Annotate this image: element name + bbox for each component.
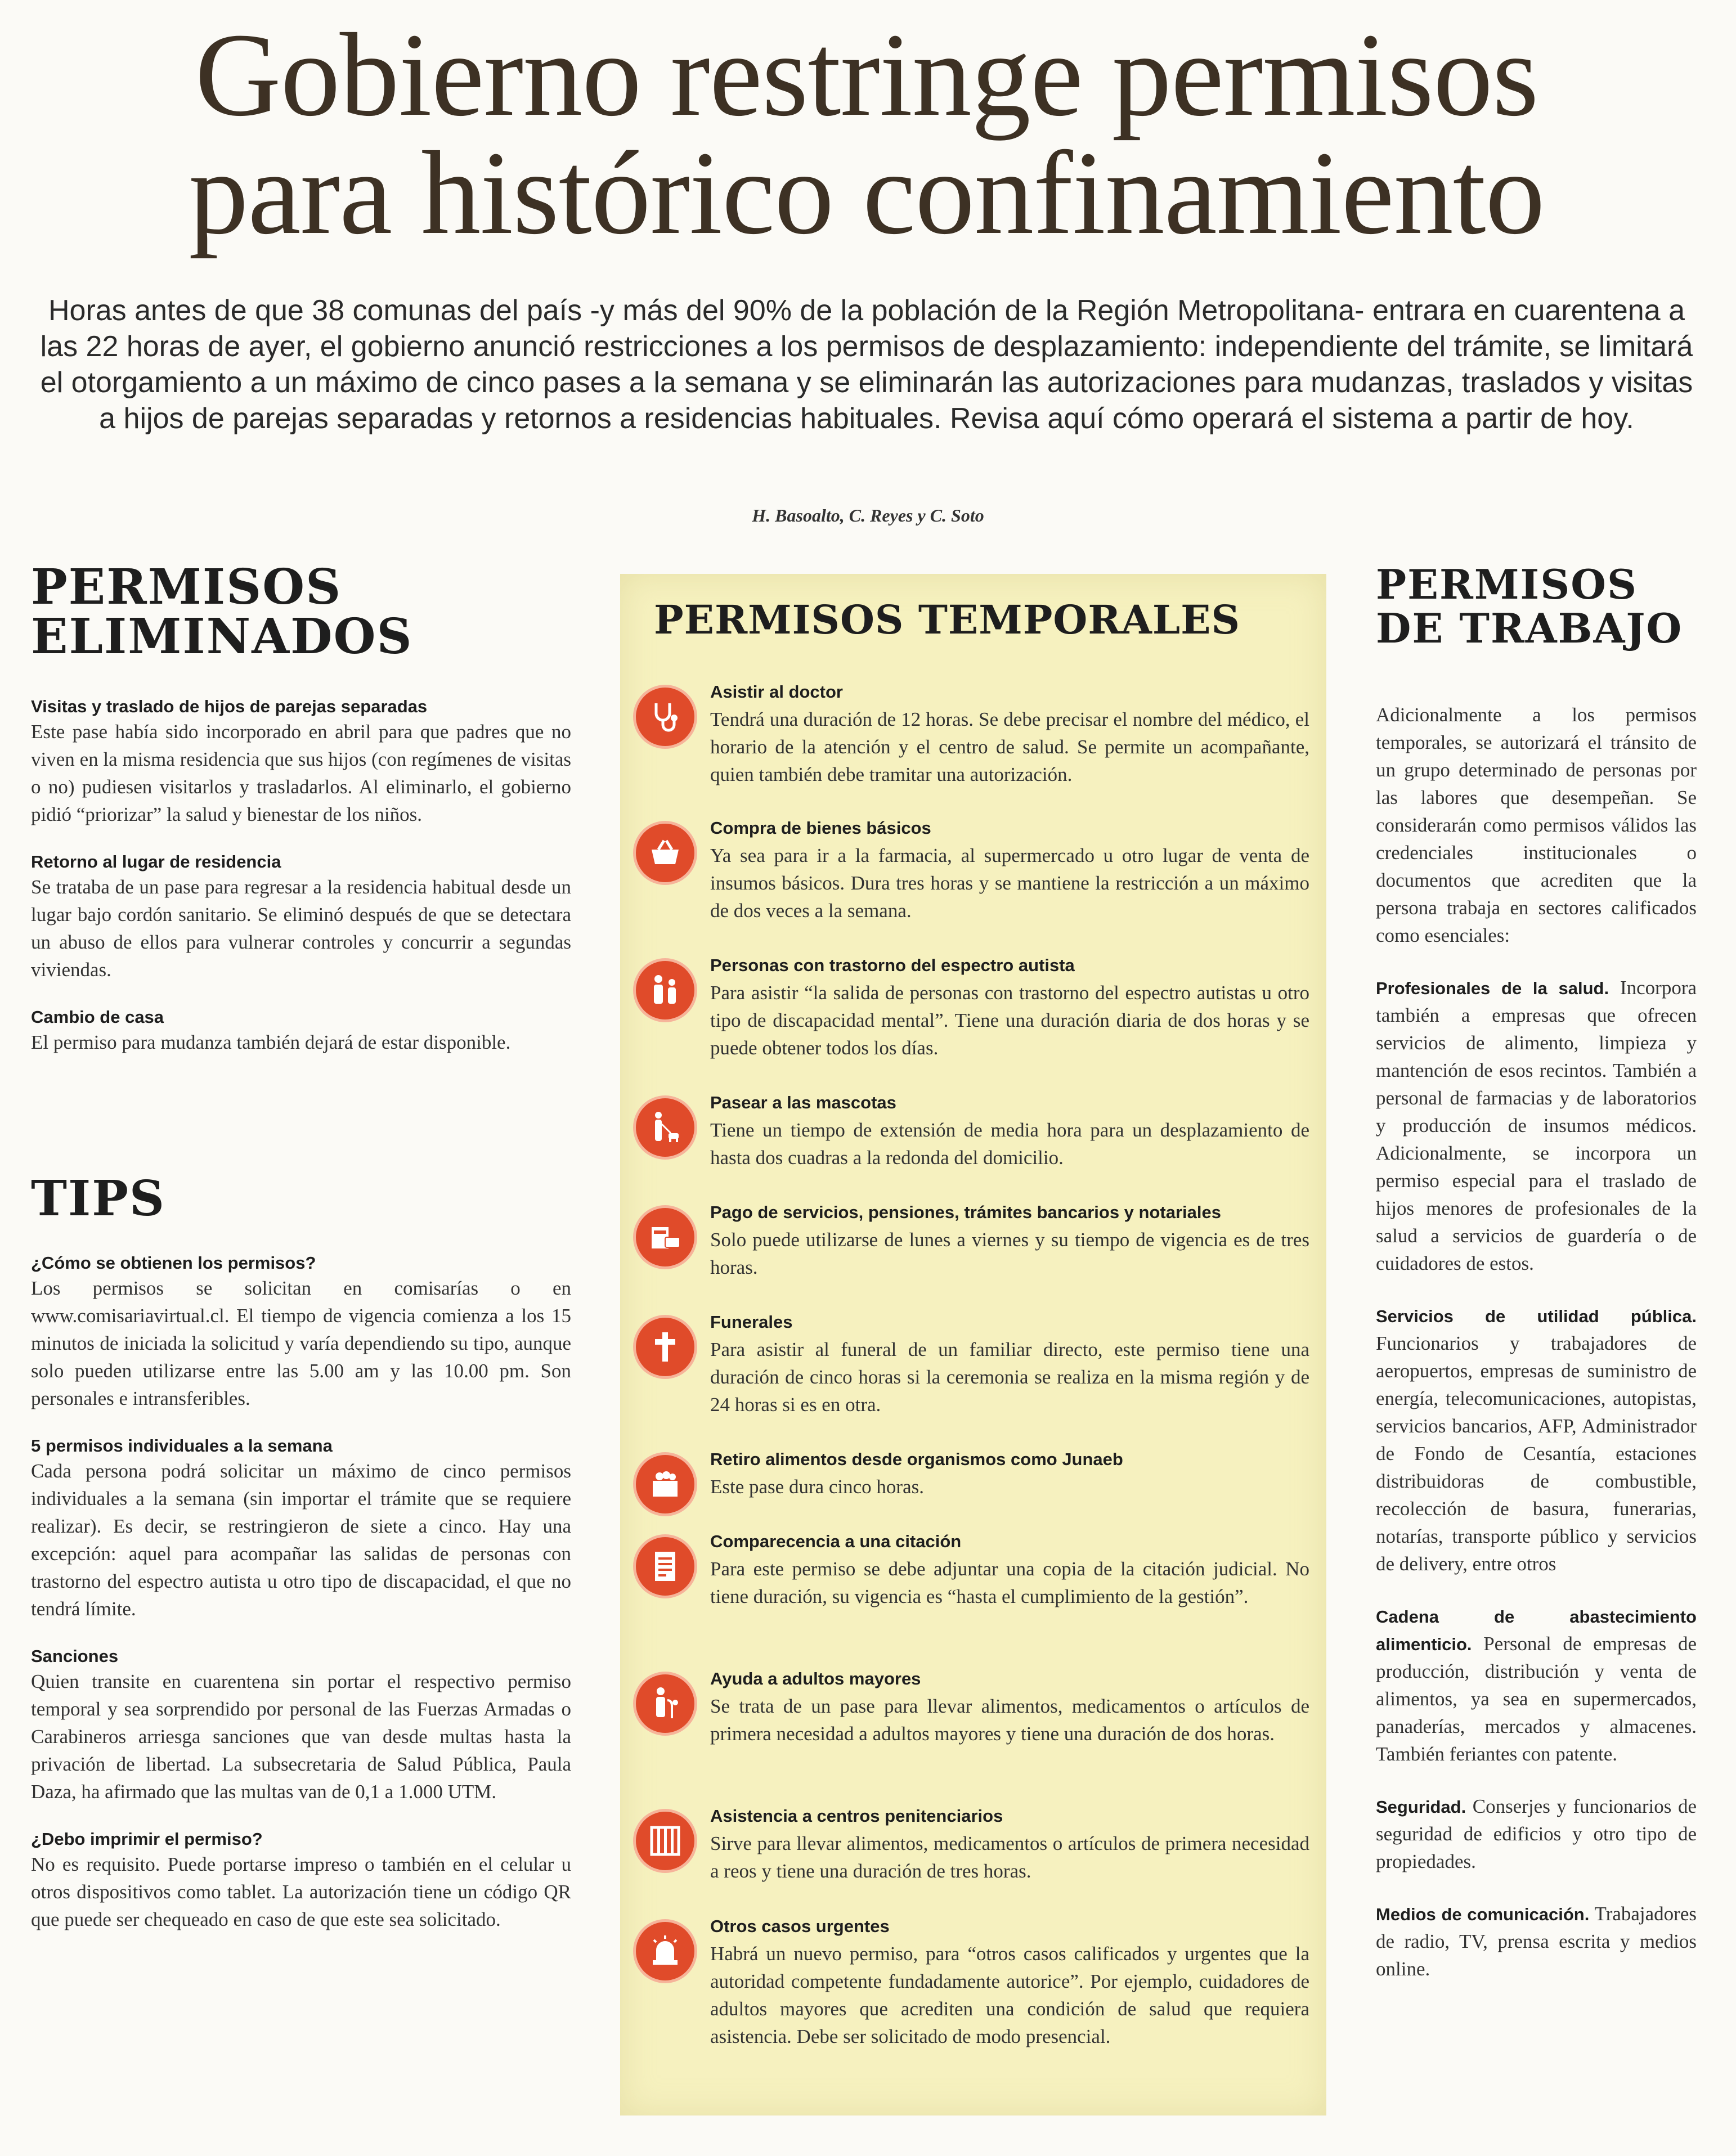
permiso-title: Asistencia a centros penitenciarios — [710, 1806, 1003, 1826]
eliminado-item — [31, 1006, 571, 1056]
permiso-item — [636, 1668, 1311, 1808]
permiso-text: Tendrá una duración de 12 horas. Se debe precisar el nombre del médico, el horario de la atención y el centro de salud. Se permite un acompañante, quien también debe tramitar una autorización. — [710, 708, 1309, 785]
permiso-text: Solo puede utilizarse de lunes a viernes y su tiempo de vigencia es de tres horas. — [710, 1229, 1309, 1278]
elderly-person-icon — [636, 1674, 694, 1733]
permiso-title: Compra de bienes básicos — [710, 818, 931, 838]
tip-item-text: Quien transite en cuarentena sin portar el respectivo permiso temporal y sea sorprendido por personal de las Fuerzas Armadas o Carabineros arriesga sanciones que van desde multas hasta la privación de libertad. La subsecretaria de Salud Pública, Paula Daza, ha afirmado que las multas van de 0,1 a 1.000 UTM. — [31, 1670, 571, 1803]
permiso-title: Funerales — [710, 1312, 793, 1332]
trabajo-item — [1376, 1793, 1697, 1875]
trabajo-item-title: Seguridad. — [1376, 1797, 1466, 1817]
byline: H. Basoalto, C. Reyes y C. Soto — [752, 505, 984, 525]
permiso-item — [636, 817, 1311, 958]
trabajo-item-title: Profesionales de la salud. — [1376, 978, 1609, 998]
permiso-text: Este pase dura cinco horas. — [710, 1476, 924, 1498]
permiso-text: Habrá un nuevo permiso, para “otros casos calificados y urgentes que la autoridad competente fundadamente autorice”. Por ejemplo, cuidadores de adultos mayores que acrediten una condición de salud que requiera asistencia. Debe ser solicitado de modo presencial. — [710, 1943, 1309, 2047]
trabajo-item-title: Medios de comunicación. — [1376, 1905, 1590, 1924]
trabajo-title-line-2: DE TRABAJO — [1376, 604, 1683, 652]
trabajo-item-text: Trabajadores de radio, TV, prensa escrita y medios online. — [1376, 1903, 1697, 1980]
trabajo-item-text: Incorpora también a empresas que ofrecen servicios de alimento, limpieza y mantención de esos recintos. También a personal de farmacias y de laboratorios y producción de insumos médicos. Adicionalmente, se incorpora un permiso especial para el traslado de hijos menores de profesionales de la salud a servicios de guardería o de cuidadores de estos. — [1376, 977, 1697, 1274]
eliminados-title-line-2: ELIMINADOS — [31, 608, 413, 665]
lede-paragraph: Horas antes de que 38 comunas del país -y más del 90% de la población de la Región Metropolitana- entrara en cuarentena a las 22 horas de ayer, el gobierno anunció restricciones a los permisos de desplazamiento: independiente del trámite, se limitará el otorgamiento a un máximo de cinco pases a la semana y se eliminarán las autorizaciones para mudanzas, traslados y visitas a hijos de parejas separadas y retornos a residencias habituales. Revisa aquí cómo operará el sistema a partir de hoy. — [40, 294, 1693, 435]
trabajo-item-text: Funcionarios y trabajadores de aeropuertos, empresas de suministro de energía, telecomunicaciones, autopistas, servicios bancarios, AFP, Administrador de Fondo de Cesantía, estaciones distribuidoras de combustible, recolección de basura, funerarias, notarías, transporte público y servicios de delivery, entre otros — [1376, 1332, 1697, 1575]
dog-walking-icon — [636, 1098, 694, 1157]
tip-item — [31, 1828, 571, 1933]
trabajo-item — [1376, 1602, 1697, 1768]
trabajo-intro: Adicionalmente a los permisos temporales, se autorizará el tránsito de un grupo determinado de personas por las labores que desempeñan. Se considerarán como permisos válidos las credenciales institucionales o documentos que acrediten que la persona trabaja en sectores calificados como esenciales: — [1376, 704, 1697, 946]
permiso-item — [636, 954, 1311, 1095]
tip-item — [31, 1645, 571, 1805]
trabajo-item-text: Conserjes y funcionarios de seguridad de edificios y otro tipo de propiedades. — [1376, 1795, 1697, 1872]
trabajo-title — [1376, 560, 1697, 652]
tip-item-text: Cada persona podrá solicitar un máximo de cinco permisos individuales a la semana (sin importar el trámite que se requiere realizar). Es decir, se restringieron de siete a cinco. Hay una excepción: aquel para acompañar las salidas de personas con trastorno del espectro autista u otro tipo de discapacidad, el que no tendrá límite. — [31, 1460, 571, 1620]
siren-icon — [636, 1922, 694, 1980]
permiso-item — [636, 1311, 1311, 1452]
trabajo-item-text: Personal de empresas de producción, distribución y venta de alimentos, ya sea en supermercados, panaderías, mercados y almacenes. También feriantes con patente. — [1376, 1633, 1697, 1765]
eliminado-item-text: El permiso para mudanza también dejará de estar disponible. — [31, 1031, 511, 1053]
left-column — [31, 559, 571, 1956]
tip-item — [31, 1435, 571, 1623]
tip-item-title: Sanciones — [31, 1646, 119, 1666]
eliminado-item-title: Visitas y traslado de hijos de parejas separadas — [31, 697, 428, 716]
permiso-title: Asistir al doctor — [710, 682, 843, 702]
permiso-item — [636, 1915, 1311, 2056]
headline — [34, 8, 1699, 259]
permiso-title: Pasear a las mascotas — [710, 1093, 896, 1112]
permiso-title: Ayuda a adultos mayores — [710, 1669, 921, 1688]
eliminado-item-title: Cambio de casa — [31, 1007, 164, 1027]
eliminado-item — [31, 695, 571, 828]
tip-item-title: ¿Cómo se obtienen los permisos? — [31, 1253, 316, 1273]
headline-line-2: para histórico confinamiento — [189, 127, 1545, 259]
eliminados-title-line-1: PERMISOS — [31, 559, 342, 616]
permiso-text: Ya sea para ir a la farmacia, al supermercado u otro lugar de venta de insumos básicos. Dura tres horas y se mantiene la restricción a un máximo de dos veces a la semana. — [710, 845, 1309, 922]
trabajo-item-title: Cadena de abastecimiento alimenticio. — [1376, 1607, 1697, 1654]
tip-item-text: Los permisos se solicitan en comisarías o en www.comisariavirtual.cl. El tiempo de vigencia comienza a los 15 minutos de iniciada la solicitud y varía dependiendo su tipo, aunque solo pueden utilizarse entre las 5.00 am y las 10.00 pm. Son personales e intransferibles. — [31, 1277, 571, 1409]
permiso-text: Para asistir al funeral de un familiar directo, este permiso tiene una duración de cinco horas si la ceremonia se realiza en la misma región y de 24 horas si es en otra. — [710, 1338, 1309, 1416]
tip-item — [31, 1252, 571, 1412]
permiso-title: Pago de servicios, pensiones, trámites bancarios y notariales — [710, 1202, 1221, 1222]
food-box-icon — [636, 1455, 694, 1513]
eliminado-item-text: Este pase había sido incorporado en abril para que padres que no viven en la misma residencia que sus hijos (con regímenes de visitas o no) pudiesen visitarlos y trasladarlos. Al eliminarlo, el gobierno pidió “priorizar” la salud y bienestar de los niños. — [31, 721, 571, 825]
permiso-item — [636, 1530, 1311, 1671]
trabajo-item — [1376, 974, 1697, 1277]
permiso-item — [636, 681, 1311, 821]
shopping-basket-icon — [636, 824, 694, 882]
tip-item-text: No es requisito. Puede portarse impreso o también en el celular u otros dispositivos como tablet. La autorización tiene un código QR que puede ser chequeado en caso de que este sea solicitado. — [31, 1853, 571, 1930]
eliminado-item — [31, 851, 571, 983]
trabajo-item-title: Servicios de utilidad pública. — [1376, 1306, 1697, 1326]
two-people-icon — [636, 961, 694, 1019]
stethoscope-icon — [636, 688, 694, 746]
permiso-text: Para asistir “la salida de personas con trastorno del espectro autistas u otro tipo de discapacidad mental”. Tiene una duración diaria de dos horas y se puede obtener todos los días. — [710, 982, 1309, 1059]
eliminados-title — [31, 559, 571, 665]
permiso-title: Retiro alimentos desde organismos como Junaeb — [710, 1449, 1123, 1469]
cross-icon — [636, 1318, 694, 1376]
tips-title: TIPS — [31, 1170, 165, 1227]
trabajo-item — [1376, 1900, 1697, 1983]
trabajo-title-line-1: PERMISOS — [1376, 560, 1638, 608]
temporales-title: PERMISOS TEMPORALES — [654, 596, 1240, 643]
right-column — [1376, 560, 1697, 2007]
tip-item-title: ¿Debo imprimir el permiso? — [31, 1829, 263, 1849]
eliminado-item-title: Retorno al lugar de residencia — [31, 852, 281, 872]
permiso-title: Comparecencia a una citación — [710, 1531, 962, 1551]
permiso-text: Se trata de un pase para llevar alimentos, medicamentos o artículos de primera necesidad a adultos mayores y tiene una duración de dos horas. — [710, 1695, 1309, 1745]
eliminado-item-text: Se trataba de un pase para regresar a la residencia habitual desde un lugar bajo cordón sanitario. Se eliminó después de que se detectara un abuso de ellos para vulnerar controles y concurrir a segundas viviendas. — [31, 876, 571, 981]
document-icon — [636, 1537, 694, 1596]
permisos-temporales-panel — [620, 574, 1326, 2115]
permiso-title: Otros casos urgentes — [710, 1916, 890, 1936]
permiso-title: Personas con trastorno del espectro autista — [710, 955, 1075, 975]
permiso-text: Sirve para llevar alimentos, medicamentos o artículos de primera necesidad a reos y tiene una duración de tres horas. — [710, 1832, 1309, 1882]
bank-card-icon — [636, 1208, 694, 1266]
permiso-text: Tiene un tiempo de extensión de media hora para un desplazamiento de hasta dos cuadras a la redonda del domicilio. — [710, 1119, 1309, 1169]
prison-bars-icon — [636, 1812, 694, 1870]
headline-line-1: Gobierno restringe permisos — [195, 8, 1538, 141]
trabajo-item — [1376, 1302, 1697, 1578]
tip-item-title: 5 permisos individuales a la semana — [31, 1436, 333, 1456]
permiso-text: Para este permiso se debe adjuntar una copia de la citación judicial. No tiene duración, su vigencia es “hasta el cumplimiento de la gestión”. — [710, 1558, 1309, 1607]
